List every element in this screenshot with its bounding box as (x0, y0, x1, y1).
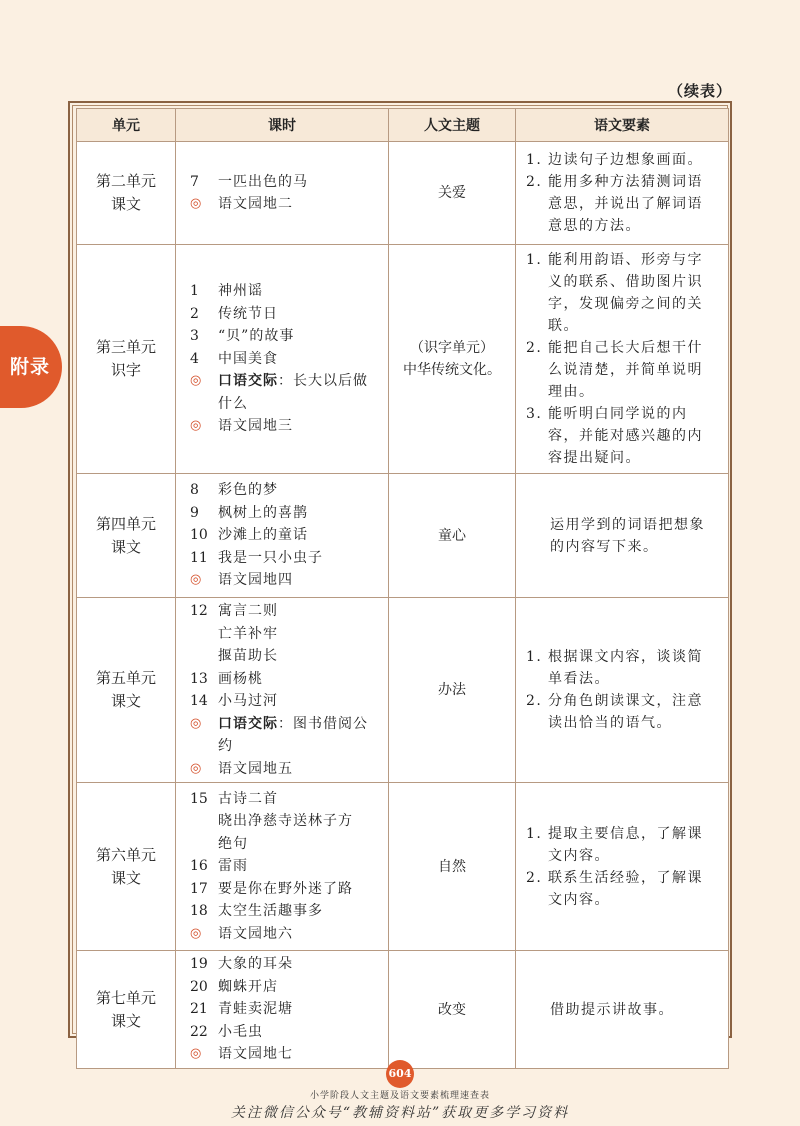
lessons-cell (176, 474, 389, 598)
lessons-cell (176, 142, 389, 245)
element-text: 借助提示讲故事。 (550, 1001, 674, 1018)
lessons-cell (176, 951, 389, 1069)
lesson-title: 彩色的梦 (218, 482, 278, 499)
lesson-title: 太空生活趣事多 (218, 903, 323, 920)
lesson-title: 亡羊补牢 (218, 625, 278, 642)
lesson-title: 中国美食 (218, 350, 278, 367)
unit-name: 第五单元 (95, 669, 156, 687)
theme-text: （识字单元） (410, 340, 494, 356)
lesson-title: 晓出净慈寺送林子方 (218, 813, 353, 830)
element-item (526, 149, 718, 171)
lesson-number: 13 (190, 670, 208, 687)
element-text: 运用学到的词语把想象的内容写下来。 (550, 516, 705, 555)
lesson-title: 大象的耳朵 (218, 956, 293, 973)
element-number: 1. (526, 825, 543, 842)
lesson-number: 15 (190, 790, 208, 807)
lesson-item (190, 171, 388, 194)
unit-name: 第二单元 (95, 172, 156, 190)
table-row (77, 474, 729, 598)
lesson-item (190, 370, 388, 415)
element-text: 联系生活经验，了解课文内容。 (548, 869, 703, 908)
theme-text: 改变 (438, 1001, 466, 1018)
lesson-title: 口语交际：长大以后做什么 (218, 373, 368, 412)
lesson-number: 12 (190, 603, 208, 619)
element-number: 2. (526, 174, 543, 190)
lesson-item (190, 668, 388, 691)
element-text: 能用多种方法猜测词语意思，并说出了解词语意思的方法。 (548, 174, 703, 234)
unit-name: 第六单元 (95, 845, 156, 864)
lesson-title: 小马过河 (218, 693, 278, 709)
elements-cell (516, 783, 729, 951)
lesson-title: 语文园地五 (218, 760, 293, 777)
lesson-number: 3 (190, 328, 199, 345)
lesson-item (190, 645, 388, 668)
bullseye-icon: ◎ (190, 373, 202, 389)
lesson-title: 语文园地四 (218, 572, 293, 589)
continued-label: （续表） (667, 82, 732, 100)
footer-title: 小学阶段人文主题及语文要素梳理速查表 (309, 1091, 490, 1101)
lesson-title: 沙滩上的童话 (218, 527, 308, 544)
theme-cell (389, 245, 516, 474)
lesson-title: 传统节日 (218, 305, 278, 322)
element-item (526, 999, 718, 1021)
lesson-item (190, 878, 388, 901)
lesson-title: 一匹出色的马 (218, 173, 308, 190)
unit-type: 识字 (110, 361, 141, 379)
theme-text: 童心 (438, 527, 466, 544)
lesson-number: 22 (190, 1023, 208, 1040)
lesson-item (190, 900, 388, 923)
lesson-title: 我是一只小虫子 (218, 549, 323, 566)
element-number: 3. (526, 406, 543, 422)
elements-cell (516, 598, 729, 783)
appendix-tab-label: 附录 (10, 356, 51, 378)
element-number: 1. (526, 252, 543, 268)
lesson-item (190, 1043, 388, 1066)
lesson-item (190, 569, 388, 592)
lesson-number: 17 (190, 880, 208, 897)
unit-type: 课文 (110, 692, 141, 710)
lesson-number: 21 (190, 1001, 208, 1018)
lesson-item (190, 479, 388, 502)
elements-cell (516, 951, 729, 1069)
lesson-number: 10 (190, 527, 208, 544)
element-number: 2. (526, 340, 543, 356)
element-text: 能听明白同学说的内容，并能对感兴趣的内容提出疑问。 (548, 406, 703, 466)
element-item (526, 249, 718, 337)
lesson-number: 19 (190, 956, 208, 973)
elements-cell (516, 245, 729, 474)
lesson-number: 18 (190, 903, 208, 920)
lesson-item (190, 758, 388, 781)
lesson-title: 雷雨 (218, 858, 248, 875)
element-number: 2. (526, 693, 543, 709)
elements-cell (516, 142, 729, 245)
lesson-title: 口语交际：图书借阅公约 (218, 715, 368, 754)
lesson-item (190, 953, 388, 976)
lesson-title: 青蛙卖泥塘 (218, 1001, 293, 1018)
lesson-item (190, 600, 388, 623)
lesson-number: 2 (190, 305, 199, 322)
lessons-cell (176, 783, 389, 951)
lesson-number: 16 (190, 858, 208, 875)
bullseye-icon: ◎ (190, 715, 202, 731)
unit-name: 第四单元 (95, 514, 156, 533)
lesson-item (190, 690, 388, 713)
theme-text: 关爱 (438, 185, 466, 201)
lesson-item (190, 855, 388, 878)
element-text: 根据课文内容，谈谈简单看法。 (548, 649, 703, 687)
lesson-title: 蜘蛛开店 (218, 978, 278, 995)
element-item (526, 690, 718, 734)
lesson-item (190, 788, 388, 811)
element-item (526, 514, 718, 558)
lesson-item (190, 303, 388, 326)
unit-type: 课文 (110, 537, 141, 556)
theme-cell (389, 951, 516, 1069)
theme-cell (389, 783, 516, 951)
page-number-badge: 604 (386, 1060, 414, 1088)
header-lessons: 课时 (176, 109, 389, 142)
lesson-item (190, 810, 388, 833)
lesson-title: 要是你在野外迷了路 (218, 880, 353, 897)
element-item (526, 867, 718, 911)
table-row (77, 598, 729, 783)
theme-text: 自然 (438, 858, 466, 875)
lesson-title: 寓言二则 (218, 603, 278, 619)
lesson-item (190, 1021, 388, 1044)
unit-name: 第七单元 (95, 988, 156, 1007)
lesson-item (190, 193, 388, 216)
bullseye-icon: ◎ (190, 925, 202, 941)
lesson-item (190, 280, 388, 303)
elements-cell (516, 474, 729, 598)
unit-cell (77, 474, 176, 598)
bullseye-icon: ◎ (190, 572, 202, 588)
lessons-cell (176, 245, 389, 474)
unit-type: 课文 (110, 195, 141, 213)
unit-cell (77, 951, 176, 1069)
lesson-number: 4 (190, 350, 199, 367)
lesson-title: 语文园地七 (218, 1046, 293, 1063)
lesson-item (190, 524, 388, 547)
element-number: 1. (526, 152, 543, 168)
element-item (526, 823, 718, 867)
lesson-title: 神州谣 (218, 283, 263, 300)
lesson-item (190, 923, 388, 946)
theme-cell (389, 142, 516, 245)
lesson-title: 语文园地三 (218, 418, 293, 435)
element-item (526, 646, 718, 690)
table-row (77, 951, 729, 1069)
lesson-number: 8 (190, 482, 199, 499)
lesson-title: 小毛虫 (218, 1023, 263, 1040)
lesson-item (190, 502, 388, 525)
table-row (77, 142, 729, 245)
lesson-item (190, 976, 388, 999)
lesson-item (190, 713, 388, 758)
lesson-item (190, 325, 388, 348)
element-item (526, 337, 718, 403)
theme-text: 中华传统文化。 (403, 362, 501, 378)
element-item (526, 171, 718, 237)
lesson-title: 枫树上的喜鹊 (218, 504, 308, 521)
element-text: 能利用韵语、形旁与字义的联系、借助图片识字，发现偏旁之间的关联。 (548, 252, 703, 334)
lessons-cell (176, 598, 389, 783)
lesson-item (190, 623, 388, 646)
bullseye-icon: ◎ (190, 196, 202, 211)
lesson-title: 语文园地二 (218, 196, 293, 212)
unit-type: 课文 (110, 1011, 141, 1030)
element-number: 1. (526, 649, 543, 665)
element-text: 提取主要信息，了解课文内容。 (548, 825, 703, 864)
header-unit: 单元 (77, 109, 176, 142)
lesson-title: 画杨桃 (218, 670, 263, 687)
table-row (77, 783, 729, 951)
lesson-item (190, 415, 388, 438)
lesson-item (190, 547, 388, 570)
element-text: 能把自己长大后想干什么说清楚，并简单说明理由。 (548, 340, 703, 400)
unit-cell (77, 783, 176, 951)
element-number: 2. (526, 869, 543, 886)
lesson-number: 14 (190, 693, 208, 709)
lesson-item (190, 998, 388, 1021)
element-item (526, 403, 718, 469)
table-body (77, 142, 729, 1069)
unit-cell (77, 142, 176, 245)
theme-text: 办法 (438, 682, 466, 698)
lesson-title: 绝句 (218, 835, 248, 852)
element-text: 边读句子边想象画面。 (548, 152, 703, 168)
lesson-item (190, 833, 388, 856)
lesson-title: 揠苗助长 (218, 648, 278, 664)
lesson-item (190, 348, 388, 371)
unit-type: 课文 (110, 868, 141, 887)
lesson-number: 20 (190, 978, 208, 995)
lesson-title: “贝”的故事 (218, 328, 295, 345)
element-text: 分角色朗读课文，注意读出恰当的语气。 (548, 693, 703, 731)
table-row (77, 245, 729, 474)
unit-name: 第三单元 (95, 338, 156, 356)
unit-cell (77, 245, 176, 474)
header-theme: 人文主题 (389, 109, 516, 142)
footer-note: 关注微信公众号“教辅资料站”获取更多学习资料 (230, 1105, 570, 1121)
theme-cell (389, 474, 516, 598)
table-header-row (77, 109, 729, 142)
unit-cell (77, 598, 176, 783)
lesson-number: 9 (190, 504, 199, 521)
lesson-title: 语文园地六 (218, 925, 293, 942)
theme-cell (389, 598, 516, 783)
lesson-number: 11 (190, 549, 208, 566)
bullseye-icon: ◎ (190, 760, 202, 776)
bullseye-icon: ◎ (190, 418, 202, 434)
lesson-title: 古诗二首 (218, 790, 278, 807)
lesson-number: 7 (190, 173, 199, 190)
bullseye-icon: ◎ (190, 1046, 202, 1062)
lesson-number: 1 (190, 283, 199, 300)
header-elements: 语文要素 (516, 109, 729, 142)
curriculum-table (76, 108, 729, 1069)
